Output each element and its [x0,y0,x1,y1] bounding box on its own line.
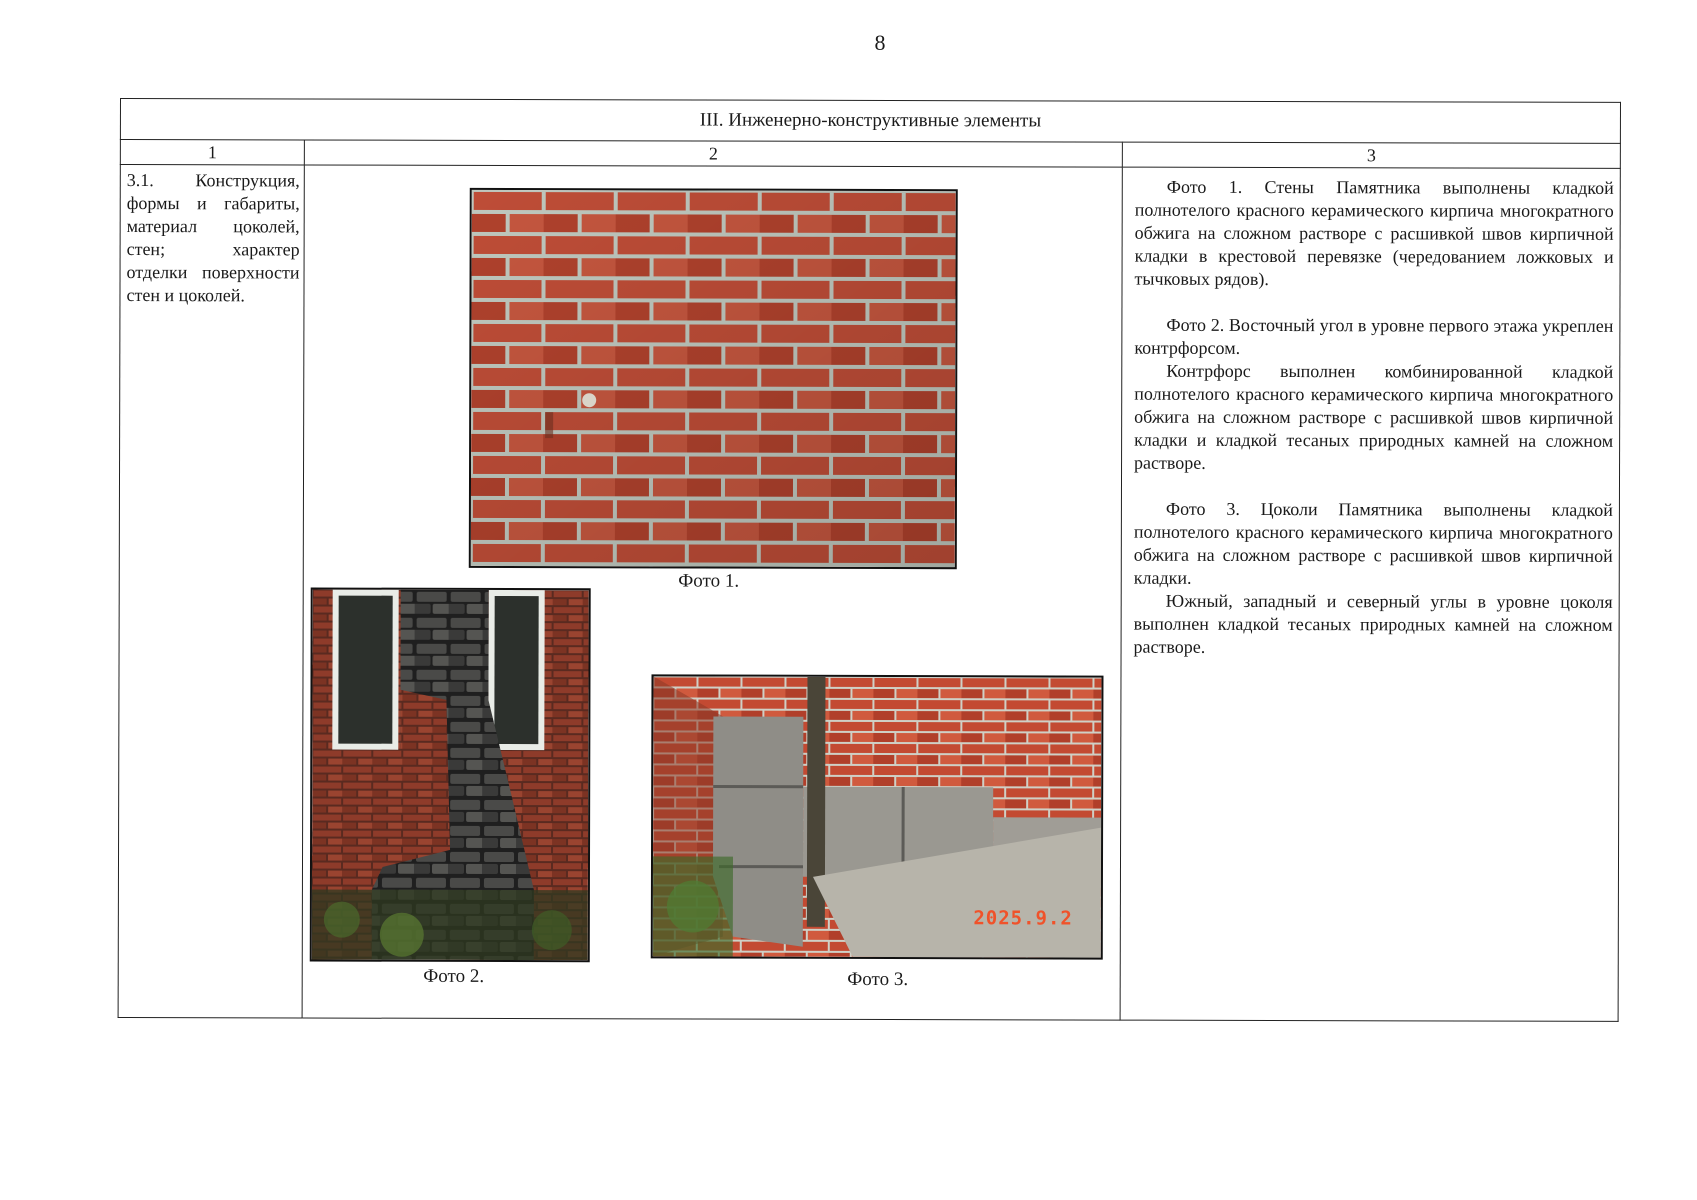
photo-1-caption: Фото 1. [678,570,740,592]
description-cell [1120,167,1620,1021]
description-corners: Южный, западный и северный углы в уровне цоколя выполнен кладкой тесаных природных камней на сложном растворе. [1133,590,1613,657]
photo-3-caption: Фото 3. [847,968,909,991]
item-description: 3.1. Конструкция, формы и габариты, материал цоколей, стен; характер отделки поверхности стен и цоколей. [118,165,304,1018]
description-buttress: Контрфорс выполнен комбинированной кладкой полнотелого красного керамического кирпича многократного обжига на сложном растворе с расшивкой швов кирпичной кладки и кладкой тесаных природных камней на сложном растворе. [1134,360,1614,473]
photo-3-plinth-corner [651,674,1104,959]
photo-1-brick-wall [469,188,958,569]
photo-3-date-stamp: 2025.9.2 [973,907,1073,930]
photos-cell [302,165,1122,1020]
description-photo-2: Фото 2. Восточный угол в уровне первого этажа укреплен контрфорсом. [1134,314,1614,358]
description-photo-1: Фото 1. Стены Памятника выполнены кладкой полнотелого красного керамического кирпича многократного обжига на сложном растворе с расшивкой швов кирпичной кладки в крестовой перевязке (чередованием ложковых и тычковых рядов). [1134,176,1614,290]
description-photo-3: Фото 3. Цоколи Памятника выполнены кладкой полнотелого красного керамического кирпича многократного обжига на сложном растворе с расшивкой швов кирпичной кладки. [1133,498,1613,588]
column-number-1: 1 [120,140,304,165]
section-title: III. Инженерно-конструктивные элементы [120,99,1620,144]
column-number-2: 2 [304,140,1122,167]
photo-2-buttress [310,588,591,963]
column-number-3: 3 [1122,142,1620,168]
engineering-elements-table [118,98,1621,1022]
photo-2-caption: Фото 2. [423,965,485,987]
page-number: 8 [874,30,886,55]
